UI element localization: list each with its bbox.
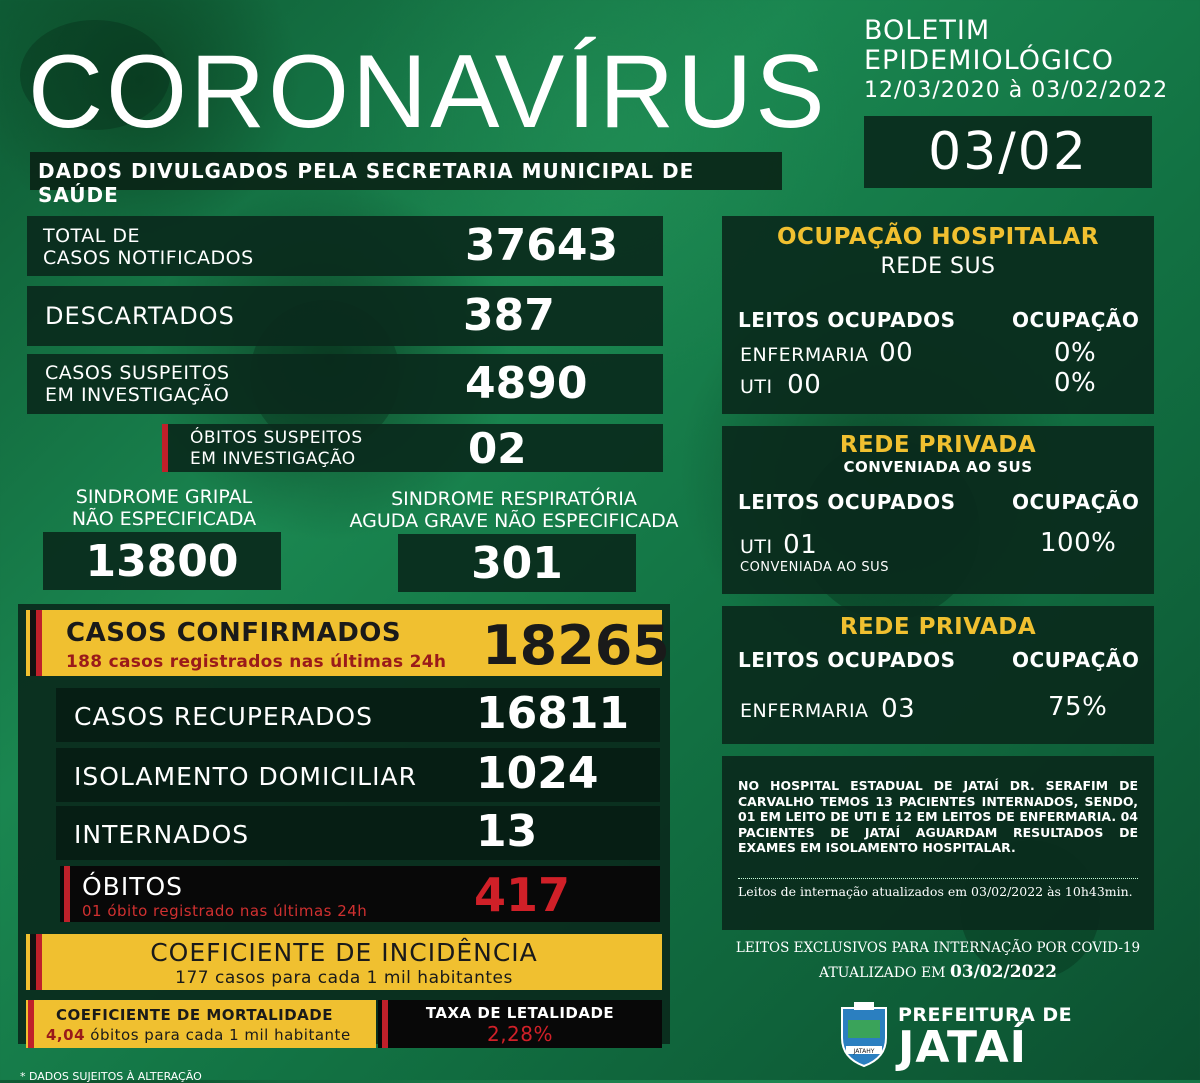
crest-logo: [836, 998, 892, 1068]
date-box: [864, 116, 1152, 188]
notificados-box: TOTAL DE CASOS NOTIFICADOS 37643: [27, 216, 663, 276]
obitos-suspeitos-box: ÓBITOS SUSPEITOS EM INVESTIGAÇÃO 02: [162, 424, 663, 472]
srag-box: [398, 534, 636, 592]
suspeitos-box: CASOS SUSPEITOS EM INVESTIGAÇÃO 4890: [27, 354, 663, 414]
confirmados-label: CASOS CONFIRMADOS: [66, 618, 402, 648]
descartados-value: 387: [463, 290, 555, 341]
descartados-box: DESCARTADOS 387: [27, 286, 663, 346]
hospital-sus-panel: OCUPAÇÃO HOSPITALAR REDE SUS LEITOS OCUPADOS OCUPAÇÃO ENFERMARIA 00 0% UTI 00 0%: [722, 216, 1154, 414]
subtitle-bar: [30, 152, 782, 207]
page-title: CORONAVÍRUS: [28, 34, 828, 150]
sg-value: 13800: [85, 536, 239, 587]
internados-value: 13: [476, 806, 538, 857]
notificados-value: 37643: [465, 220, 619, 271]
obitos-suspeitos-value: 02: [468, 424, 527, 473]
srag-value: 301: [471, 538, 563, 589]
sg-box: [43, 532, 281, 590]
note-text: NO HOSPITAL ESTADUAL DE JATAÍ DR. SERAFIM DE CARVALHO TEMOS 13 PACIENTES INTERNADOS, SENDO, 01 EM LEITO DE UTI E 12 EM LEITOS DE ENFERMARIA. 04 PACIENTES DE JATAÍ AGUARDAM RESULTADOS DE EXAMES EM ISOLAMENTO HOSPITALAR.: [738, 778, 1138, 855]
crest-icon: [836, 998, 892, 1068]
leitos-footer: LEITOS EXCLUSIVOS PARA INTERNAÇÃO POR COVID-19 ATUALIZADO EM 03/02/2022: [735, 940, 1141, 982]
disclaimer: * DADOS SUJEITOS À ALTERAÇÃO: [20, 1070, 202, 1083]
mortalidade-box: COEFICIENTE DE MORTALIDADE 4,04 óbitos para cada 1 mil habitante: [26, 1000, 376, 1048]
confirmados-value: 18265: [482, 614, 670, 677]
confirmados-panel: [18, 604, 670, 1044]
isolamento-box: ISOLAMENTO DOMICILIAR 1024: [56, 748, 660, 802]
note-divider: [738, 878, 1138, 879]
date: 03/02: [928, 122, 1088, 182]
privada-conveniada-panel: REDE PRIVADA CONVENIADA AO SUS LEITOS OCUPADOS OCUPAÇÃO UTI 01 CONVENIADA AO SUS 100%: [722, 426, 1154, 594]
internados-box: INTERNADOS 13: [56, 806, 660, 860]
sg-label: SINDROME GRIPAL NÃO ESPECIFICADA: [71, 486, 257, 530]
suspeitos-value: 4890: [465, 358, 588, 409]
logo-text: PREFEITURA DE JATAÍ: [898, 1004, 1073, 1073]
recuperados-box: CASOS RECUPERADOS 16811: [56, 688, 660, 742]
note-box: [722, 756, 1154, 930]
period: 12/03/2020 à 03/02/2022: [864, 78, 1169, 103]
recuperados-value: 16811: [476, 688, 630, 739]
svg-text:JATAHY: JATAHY: [853, 1048, 875, 1055]
obitos-box: ÓBITOS 01 óbito registrado nas últimas 24h 417: [60, 866, 660, 922]
srag-label: SINDROME RESPIRATÓRIA AGUDA GRAVE NÃO ESPECIFICADA: [349, 488, 679, 532]
letalidade-box: TAXA DE LETALIDADE 2,28%: [378, 1000, 662, 1048]
boletim-title: BOLETIM EPIDEMIOLÓGICO 12/03/2020 à 03/02/2022: [864, 16, 1168, 106]
obitos-value: 417: [474, 868, 571, 922]
red-accent: [162, 424, 168, 472]
subtitle: DADOS DIVULGADOS PELA SECRETARIA MUNICIPAL DE SAÚDE: [38, 159, 695, 207]
note-update: Leitos de internação atualizados em 03/02/2022 às 10h43min.: [738, 884, 1133, 899]
privada-panel: REDE PRIVADA LEITOS OCUPADOS OCUPAÇÃO ENFERMARIA 03 75%: [722, 606, 1154, 744]
isolamento-value: 1024: [476, 748, 599, 799]
incidencia-box: COEFICIENTE DE INCIDÊNCIA 177 casos para cada 1 mil habitantes: [26, 934, 662, 990]
confirmados-header: CASOS CONFIRMADOS 188 casos registrados nas últimas 24h 18265: [26, 610, 662, 676]
